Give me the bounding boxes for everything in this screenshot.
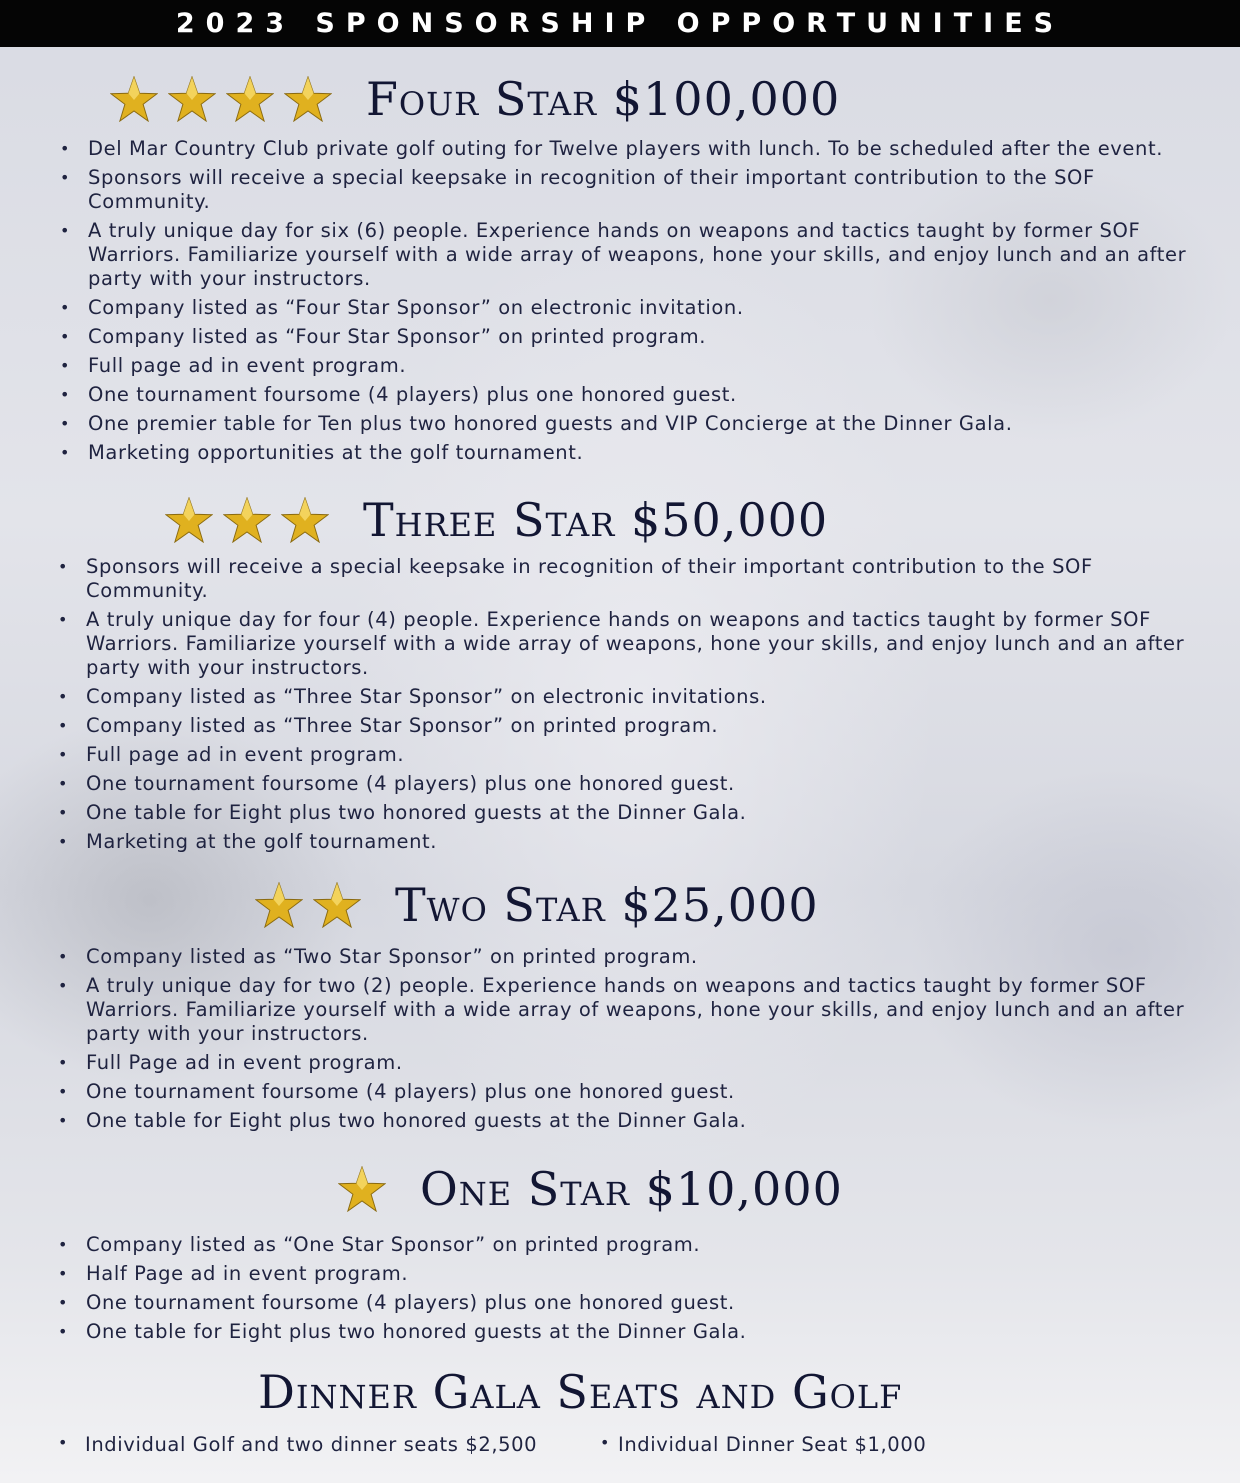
tier-title: Two Star $25,000 [395, 878, 819, 932]
tier-one-star-list [58, 1233, 1218, 1349]
gold-star-icon [110, 76, 158, 122]
dinner-item-seat: Individual Dinner Seat $1,000 [618, 1433, 927, 1456]
page-title: 2023 SPONSORSHIP OPPORTUNITIES [0, 0, 1240, 47]
gold-star-icon [168, 76, 216, 122]
dinner-gala-heading [258, 1365, 902, 1419]
list-item: • Company listed as “Two Star Sponsor” on printed program. [58, 945, 1218, 969]
list-item: • Full page ad in event program. [58, 743, 1218, 767]
star-rating [255, 882, 361, 928]
tier-three-star-list [58, 555, 1218, 859]
list-item: • Marketing at the golf tournament. [58, 830, 1218, 854]
gold-star-icon [338, 1166, 386, 1212]
star-rating [110, 76, 332, 122]
list-item: • One tournament foursome (4 players) plus one honored guest. [60, 383, 1220, 407]
tier-two-star-list [58, 945, 1218, 1138]
dinner-item-golf: Individual Golf and two dinner seats $2,500 [85, 1433, 538, 1456]
list-item: • One tournament foursome (4 players) plus one honored guest. [58, 1080, 1218, 1104]
gold-star-icon [313, 882, 361, 928]
star-rating [338, 1166, 386, 1212]
list-item: • Sponsors will receive a special keepsake in recognition of their important contribution to the SOF Community. [58, 555, 1218, 603]
tier-title: Three Star $50,000 [363, 493, 829, 547]
dinner-gala-title: Dinner Gala Seats and Golf [258, 1365, 903, 1419]
list-item: • One table for Eight plus two honored guests at the Dinner Gala. [58, 1109, 1218, 1133]
tier-one-star-heading [338, 1162, 843, 1216]
gold-star-icon [226, 76, 274, 122]
list-item: • Half Page ad in event program. [58, 1262, 1218, 1286]
tier-three-star-heading [165, 493, 828, 547]
list-item: • Individual Golf and two dinner seats $2,500 [58, 1433, 538, 1456]
list-item: • Company listed as “Three Star Sponsor” on electronic invitations. [58, 685, 1218, 709]
list-item: • Company listed as “One Star Sponsor” on printed program. [58, 1233, 1218, 1257]
tier-two-star-heading [255, 878, 819, 932]
dinner-gala-list [58, 1433, 1218, 1456]
gold-star-icon [223, 497, 271, 543]
tier-four-star-list [60, 137, 1220, 470]
list-item: • One tournament foursome (4 players) plus one honored guest. [58, 772, 1218, 796]
list-item: • One premier table for Ten plus two honored guests and VIP Concierge at the Dinner Gala. [60, 412, 1220, 436]
tier-title: One Star $10,000 [420, 1162, 843, 1216]
list-item: • Sponsors will receive a special keepsake in recognition of their important contribution to the SOF Community. [60, 166, 1220, 214]
tier-four-star-heading [110, 72, 840, 126]
list-item: • Company listed as “Three Star Sponsor” on printed program. [58, 714, 1218, 738]
list-item: • One tournament foursome (4 players) plus one honored guest. [58, 1291, 1218, 1315]
star-rating [165, 497, 329, 543]
list-item: • Company listed as “Four Star Sponsor” on printed program. [60, 325, 1220, 349]
gold-star-icon [284, 76, 332, 122]
gold-star-icon [255, 882, 303, 928]
list-item: • A truly unique day for six (6) people. Experience hands on weapons and tactics taught by former SOF Warriors. Familiarize yourself with a wide array of weapons, hone your skills, and enjoy lunch and an after party with your instructors. [60, 219, 1220, 291]
list-item: • Full page ad in event program. [60, 354, 1220, 378]
gold-star-icon [165, 497, 213, 543]
list-item: • One table for Eight plus two honored guests at the Dinner Gala. [58, 1320, 1218, 1344]
list-item: • A truly unique day for two (2) people. Experience hands on weapons and tactics taught by former SOF Warriors. Familiarize yourself with a wide array of weapons, hone your skills, and enjoy lunch and an after party with your instructors. [58, 974, 1218, 1046]
list-item: • A truly unique day for four (4) people. Experience hands on weapons and tactics taught by former SOF Warriors. Familiarize yourself with a wide array of weapons, hone your skills, and enjoy lunch and an after party with your instructors. [58, 608, 1218, 680]
list-item: • Individual Dinner Seat $1,000 [600, 1433, 927, 1456]
gold-star-icon [281, 497, 329, 543]
list-item: • One table for Eight plus two honored guests at the Dinner Gala. [58, 801, 1218, 825]
tier-title: Four Star $100,000 [366, 72, 841, 126]
list-item: • Del Mar Country Club private golf outing for Twelve players with lunch. To be scheduled after the event. [60, 137, 1220, 161]
list-item: • Company listed as “Four Star Sponsor” on electronic invitation. [60, 296, 1220, 320]
list-item: • Marketing opportunities at the golf tournament. [60, 441, 1220, 465]
list-item: • Full Page ad in event program. [58, 1051, 1218, 1075]
